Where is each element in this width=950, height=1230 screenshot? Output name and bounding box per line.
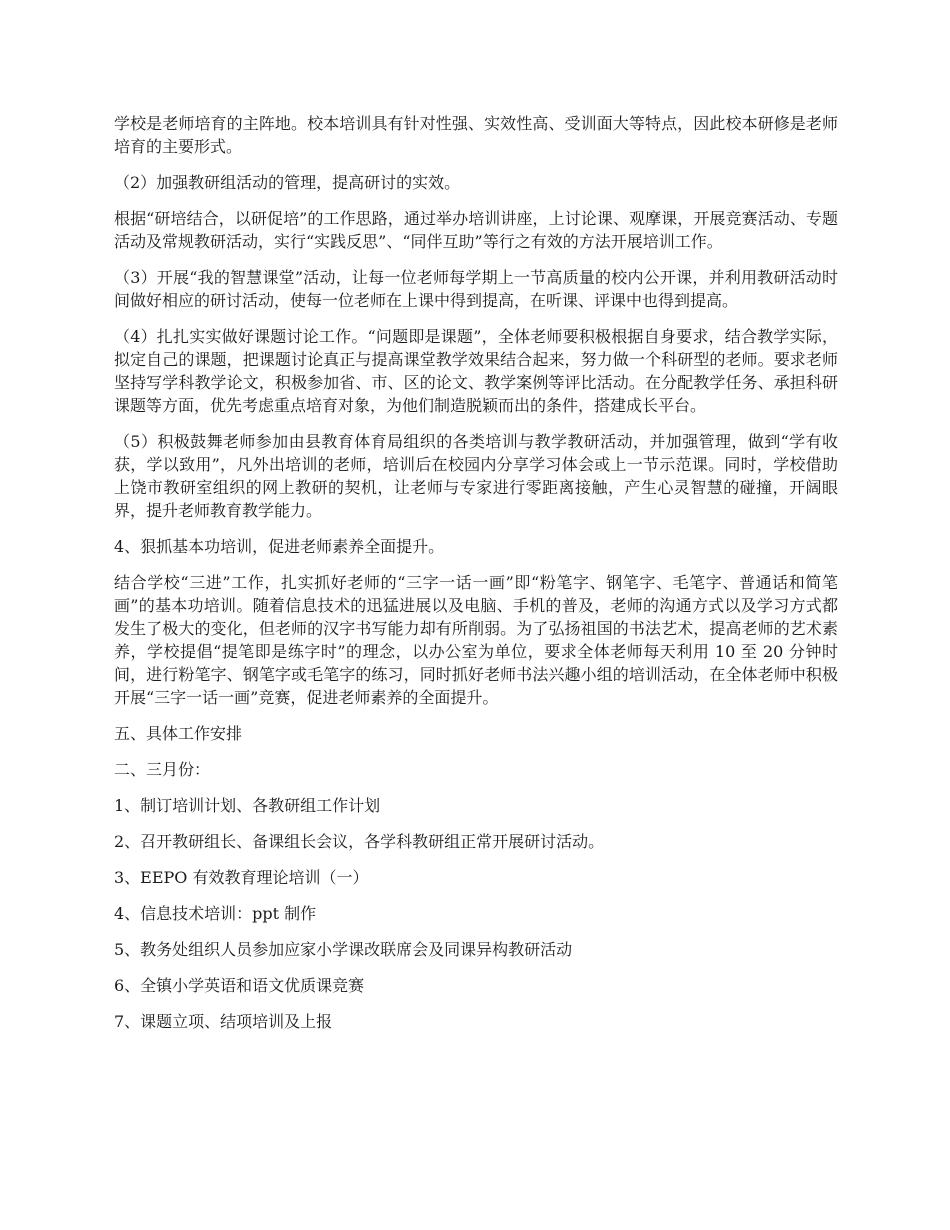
paragraph-february-march: 二、三月份： (114, 760, 211, 779)
paragraph-item-2-heading: （2）加强教研组活动的管理，提高研讨的实效。 (114, 173, 461, 192)
list-item-4: 4、信息技术培训：ppt 制作 (114, 904, 317, 923)
document-body (114, 112, 838, 1046)
paragraph-section-4-heading: 4、狠抓基本功培训，促进老师素养全面提升。 (114, 537, 445, 556)
list-item-1: 1、制订培训计划、各教研组工作计划 (114, 796, 381, 815)
paragraph-research-training: 根据“研培结合，以研促培”的工作思路，通过举办培训讲座，上讨论课、观摩课，开展竞赛活动、专题活动及常规教研活动，实行“实践反思”、“同伴互助”等行之有效的方法开展培训工作。 (114, 209, 838, 251)
paragraph-item-5-training-activities: （5）积极鼓舞老师参加由县教育体育局组织的各类培训与教学教研活动，并加强管理，做到“学有收获，学以致用”，凡外出培训的老师，培训后在校园内分享学习体会或上一节示范课。同时，学校借助上饶市教研室组织的网上教研的契机，让老师与专家进行零距离接触，产生心灵智慧的碰撞，开阔眼界，提升老师教育教学能力。 (114, 432, 838, 520)
list-item-5: 5、教务处组织人员参加应家小学课改联席会及同课异构教研活动 (114, 940, 573, 959)
list-item-7: 7、课题立项、结项培训及上报 (114, 1012, 333, 1031)
paragraph-section-5-heading: 五、具体工作安排 (114, 724, 243, 743)
list-item-3: 3、EEPO 有效教育理论培训（一） (114, 868, 369, 887)
paragraph-basic-skills: 结合学校“三进”工作，扎实抓好老师的“三字一话一画”即“粉笔字、钢笔字、毛笔字、普通话和简笔画”的基本功培训。随着信息技术的迅猛进展以及电脑、手机的普及，老师的沟通方式以及学习方式都发生了极大的变化，但老师的汉字书写能力却有所削弱。为了弘扬祖国的书法艺术，提高老师的艺术素养，学校提倡“提笔即是练字时”的理念，以办公室为单位，要求全体老师每天利用 10 至 20 分钟时间，进行粉笔字、钢笔字或毛笔字的练习，同时抓好老师书法兴趣小组的培训活动，在全体老师中积极开展“三字一话一画”竞赛，促进老师素养的全面提升。 (114, 573, 838, 707)
paragraph-item-3-smart-classroom: （3）开展“我的智慧课堂”活动，让每一位老师每学期上一节高质量的校内公开课，并利用教研活动时间做好相应的研讨活动，使每一位老师在上课中得到提高，在听课、评课中也得到提高。 (114, 268, 838, 310)
list-item-6: 6、全镇小学英语和语文优质课竞赛 (114, 976, 365, 995)
paragraph-school-training-base: 学校是老师培育的主阵地。校本培训具有针对性强、实效性高、受训面大等特点，因此校本研修是老师培育的主要形式。 (114, 114, 838, 156)
list-item-2: 2、召开教研组长、备课组长会议，各学科教研组正常开展研讨活动。 (114, 832, 605, 851)
paragraph-item-4-topic-research: （4）扎扎实实做好课题讨论工作。“问题即是课题”，全体老师要积极根据自身要求，结合教学实际，拟定自己的课题，把课题讨论真正与提高课堂教学效果结合起来，努力做一个科研型的老师。要求老师坚持写学科教学论文，积极参加省、市、区的论文、教学案例等评比活动。在分配教学任务、承担科研课题等方面，优先考虑重点培育对象，为他们制造脱颖而出的条件，搭建成长平台。 (114, 327, 838, 415)
